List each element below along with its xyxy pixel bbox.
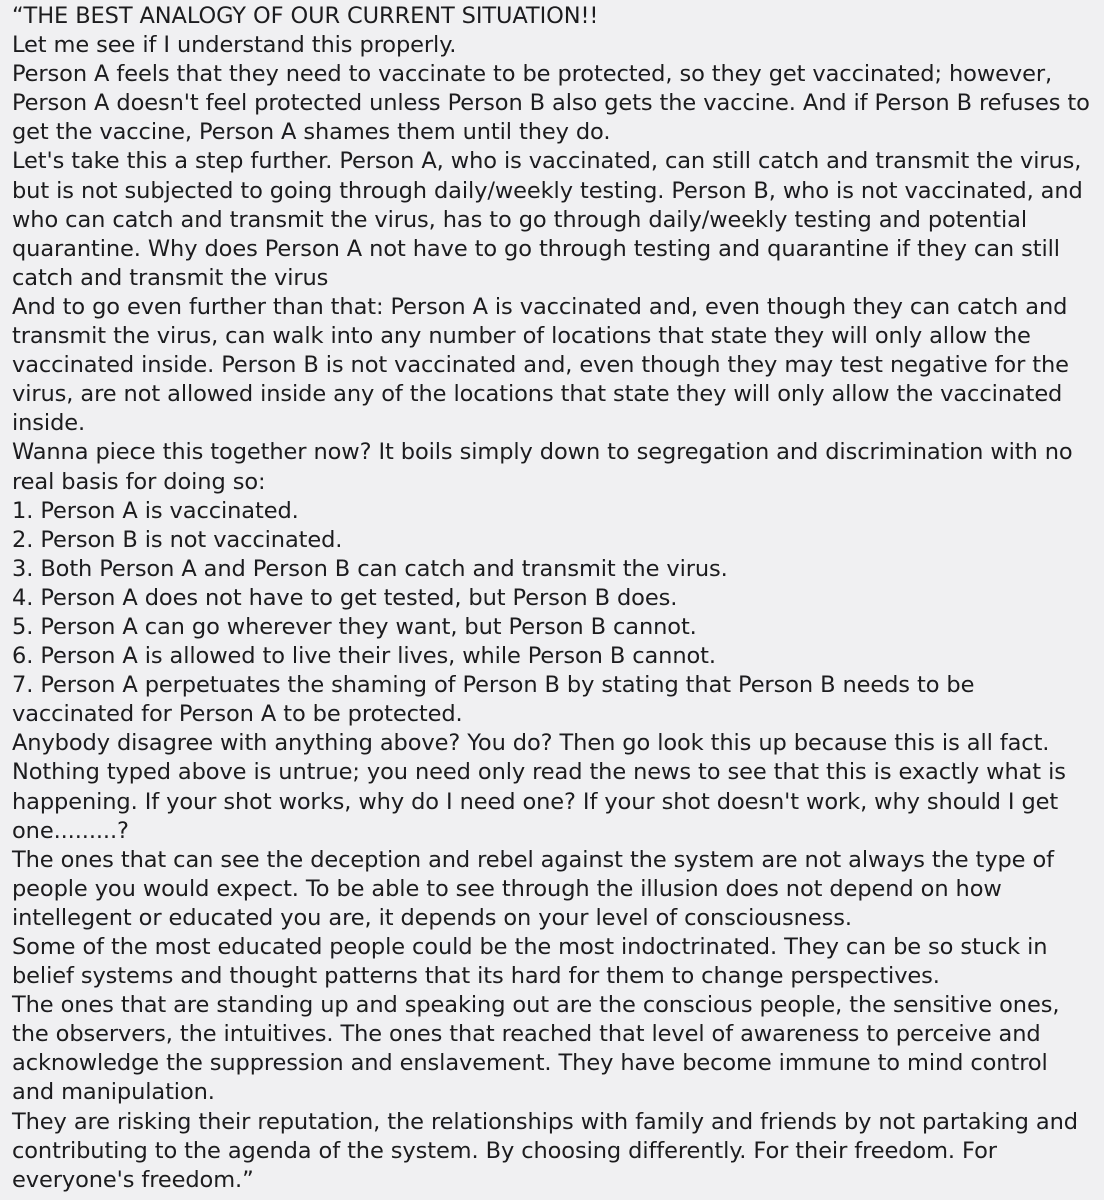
post-paragraph: Wanna piece this together now? It boils simply down to segregation and discrimination with no real basis for doing so: — [12, 439, 1073, 495]
post-paragraph: The ones that are standing up and speaking out are the conscious people, the sensitive ones, the observers, the intuitives. The ones that reached that level of awareness to perceive and acknowledge the suppression and enslavement. They have become immune to mind control and manipulation. — [12, 992, 1060, 1106]
post-closing-paragraph: They are risking their reputation, the relationships with family and friends by not partaking and contributing to the agenda of the system. By choosing differently. For their freedom. For everyone's freedom.” — [12, 1108, 1078, 1193]
post-paragraph: Let's take this a step further. Person A, who is vaccinated, can still catch and transmit the virus, but is not subjected to going through daily/weekly testing. Person B, who is not vaccinated, and who can catch and transmit the virus, has to go through daily/weekly testing and potential quarantine. Why does Person A not have to go through testing and quarantine if they can still catch and transmit the virus — [12, 148, 1083, 291]
numbered-list — [12, 497, 1096, 730]
post-paragraph: Some of the most educated people could be the most indoctrinated. They can be so stuck in belief systems and thought patterns that its hard for them to change perspectives. — [12, 934, 1048, 990]
list-item: 3. Both Person A and Person B can catch and transmit the virus. — [12, 555, 728, 582]
list-item: 4. Person A does not have to get tested, but Person B does. — [12, 584, 678, 611]
post-paragraph: And to go even further than that: Person A is vaccinated and, even though they can catch and transmit the virus, can walk into any number of locations that state they will only allow the vaccinated inside. Person B is not vaccinated and, even though they may test negative for the virus, are not allowed inside any of the locations that state they will only allow the vaccinated inside. — [12, 293, 1069, 437]
post-paragraph: Anybody disagree with anything above? You do? Then go look this up because this is all fact. Nothing typed above is untrue; you need only read the news to see that this is exactly what is happening. If your shot works, why do I need one? If your shot doesn't work, why should I get one.........? — [12, 730, 1066, 844]
post-paragraph: The ones that can see the deception and rebel against the system are not always the type of people you would expect. To be able to see through the illusion does not depend on how intellegent or educated you are, it depends on your level of consciousness. — [12, 846, 1054, 931]
list-item: 6. Person A is allowed to live their lives, while Person B cannot. — [12, 643, 716, 670]
list-item: 7. Person A perpetuates the shaming of Person B by stating that Person B needs to be vaccinated for Person A to be protected. — [12, 672, 975, 728]
list-item: 1. Person A is vaccinated. — [12, 497, 299, 524]
list-item: 2. Person B is not vaccinated. — [12, 526, 343, 553]
list-item: 5. Person A can go wherever they want, but Person B cannot. — [12, 613, 697, 640]
post-paragraph: Person A feels that they need to vaccinate to be protected, so they get vaccinated; however, Person A doesn't feel protected unless Person B also gets the vaccine. And if Person B refuses to get the vaccine, Person A shames them until they do. — [12, 61, 1090, 146]
post-paragraph: Let me see if I understand this properly. — [12, 32, 457, 59]
post-title-line: “THE BEST ANALOGY OF OUR CURRENT SITUATION!! — [12, 3, 599, 29]
